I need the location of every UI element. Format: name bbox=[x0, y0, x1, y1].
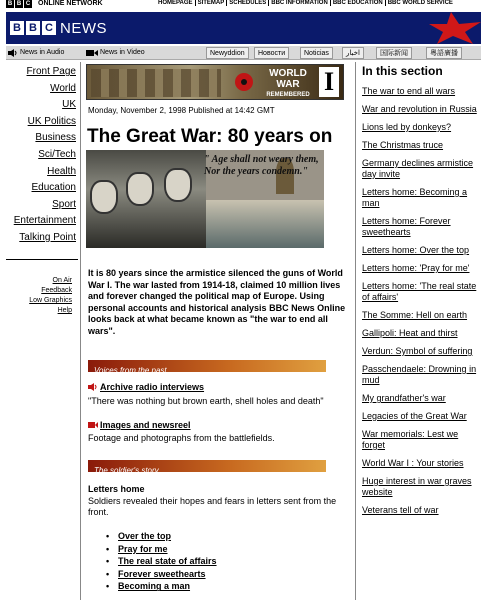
banner-line-remembered: REMEMBERED bbox=[266, 92, 310, 98]
video-camera-icon bbox=[86, 49, 98, 57]
section-link[interactable]: Letters home: 'Pray for me' bbox=[362, 263, 470, 273]
banner-numeral: I bbox=[319, 67, 339, 97]
star-icon bbox=[401, 12, 481, 44]
bbc-logo[interactable] bbox=[10, 21, 56, 35]
bbc-letter: B bbox=[26, 21, 40, 35]
section-title-soldiers-story: The soldier's story bbox=[94, 466, 159, 475]
banner-line-war: WAR bbox=[276, 79, 300, 90]
network-links bbox=[156, 0, 455, 6]
nav-divider bbox=[6, 259, 78, 260]
nav-health[interactable]: Health bbox=[47, 165, 76, 177]
section-link[interactable]: War and revolution in Russia bbox=[362, 104, 477, 114]
camera-icon bbox=[88, 421, 98, 429]
nav-uk-politics[interactable]: UK Politics bbox=[27, 115, 76, 127]
section-link[interactable]: Letters home: Over the top bbox=[362, 245, 470, 255]
section-link[interactable]: Verdun: Symbol of suffering bbox=[362, 346, 473, 356]
column-divider-left bbox=[80, 62, 81, 600]
nav-talking-point[interactable]: Talking Point bbox=[19, 231, 76, 243]
nav-business[interactable]: Business bbox=[35, 132, 76, 144]
nav-world[interactable]: World bbox=[50, 82, 76, 94]
bbc-letter: B bbox=[7, 1, 13, 7]
article-intro: It is 80 years since the armistice silenced the guns of World War I. The war lasted from 1914-18, claimed 10 million lives and forever changed the political map of Europe. Using personal accounts and historical analysis BBC News Online looks back at what became known as "the war to end all wars". bbox=[88, 268, 346, 336]
article-photo bbox=[86, 150, 324, 248]
images-newsreel-link[interactable] bbox=[88, 420, 191, 430]
nav-sport[interactable]: Sport bbox=[52, 198, 76, 210]
in-this-section-heading: In this section bbox=[362, 64, 443, 78]
section-link[interactable]: My grandfather's war bbox=[362, 393, 446, 403]
speaker-icon bbox=[8, 49, 18, 57]
nav-uk[interactable]: UK bbox=[62, 99, 76, 111]
left-navigation bbox=[6, 64, 78, 247]
network-link-bbc-world-service[interactable]: BBC WORLD SERVICE bbox=[387, 0, 453, 6]
section-link[interactable]: Veterans tell of war bbox=[362, 505, 439, 515]
language-link-cantonese[interactable]: 粵語廣播 bbox=[426, 47, 462, 59]
photo-quote: " Age shall not weary them, Nor the years condemn." bbox=[204, 154, 319, 177]
news-in-video-link[interactable] bbox=[86, 46, 145, 60]
section-link[interactable]: Germany declines armistice day invite bbox=[362, 158, 474, 179]
section-title-voices: Voices from the past bbox=[94, 366, 167, 375]
article-title: The Great War: 80 years on bbox=[87, 126, 333, 147]
soldier-face bbox=[90, 180, 118, 214]
language-link-chinese[interactable]: 国际新闻 bbox=[376, 47, 412, 59]
network-link-schedules[interactable]: SCHEDULES bbox=[227, 0, 269, 6]
letter-link-forever-sweethearts[interactable]: • Forever sweethearts bbox=[106, 568, 346, 581]
nav-education[interactable]: Education bbox=[31, 182, 76, 194]
soldiers-image bbox=[91, 69, 221, 97]
section-link[interactable]: Gallipoli: Heat and thirst bbox=[362, 328, 458, 338]
nav-on-air[interactable]: On Air bbox=[52, 277, 72, 284]
nav-help[interactable]: Help bbox=[57, 307, 72, 314]
images-newsreel-label: Images and newsreel bbox=[100, 420, 191, 430]
bbc-letter: B bbox=[16, 1, 22, 7]
news-title: NEWS bbox=[60, 20, 107, 37]
speaker-icon bbox=[88, 383, 98, 391]
nav-entertainment[interactable]: Entertainment bbox=[13, 215, 76, 227]
nav-front-page[interactable]: Front Page bbox=[26, 66, 76, 77]
bbc-letter: C bbox=[25, 1, 31, 7]
language-link-arabic[interactable]: اخبار bbox=[342, 47, 364, 59]
network-bar bbox=[0, 0, 481, 10]
images-description: Footage and photographs from the battlefields. bbox=[88, 433, 275, 443]
letter-link-over-the-top[interactable]: • Over the top bbox=[106, 530, 346, 543]
nav-sci-tech[interactable]: Sci/Tech bbox=[38, 148, 76, 160]
banner-text bbox=[255, 68, 321, 100]
section-link[interactable]: Passchendaele: Drowning in mud bbox=[362, 364, 477, 385]
archive-radio-link[interactable] bbox=[88, 382, 204, 392]
section-link[interactable]: Letters home: Forever sweethearts bbox=[362, 216, 451, 237]
section-link[interactable]: Letters home: 'The real state of affairs' bbox=[362, 281, 477, 302]
column-divider-right bbox=[355, 62, 356, 600]
section-bar-soldiers-story bbox=[88, 460, 326, 475]
news-in-audio-link[interactable] bbox=[8, 46, 64, 60]
media-language-bar bbox=[6, 46, 481, 60]
news-header bbox=[6, 12, 481, 44]
letters-home-description: Soldiers revealed their hopes and fears in letters sent from the front. bbox=[88, 496, 337, 517]
soldier-face bbox=[126, 172, 154, 206]
section-link[interactable]: The Somme: Hell on earth bbox=[362, 310, 468, 320]
radio-quote: "There was nothing but brown earth, shell holes and death" bbox=[88, 396, 324, 406]
bbc-letter: C bbox=[42, 21, 56, 35]
letter-link-pray-for-me[interactable]: • Pray for me bbox=[106, 543, 346, 556]
soldier-face bbox=[164, 168, 192, 202]
section-links bbox=[362, 86, 478, 523]
section-link[interactable]: The war to end all wars bbox=[362, 86, 456, 96]
secondary-navigation bbox=[6, 276, 72, 316]
banner-line-world: WORLD bbox=[269, 68, 307, 79]
letter-link-becoming-a-man[interactable]: • Becoming a man bbox=[106, 580, 346, 593]
language-link-russian[interactable]: Новости bbox=[254, 47, 289, 59]
online-network-label: ONLINE NETWORK bbox=[38, 0, 103, 7]
network-link-homepage[interactable]: HOMEPAGE bbox=[156, 0, 196, 6]
article-dateline: Monday, November 2, 1998 Published at 14:42 GMT bbox=[88, 106, 275, 115]
section-link[interactable]: Lions led by donkeys? bbox=[362, 122, 452, 132]
news-in-video-label: News in Video bbox=[100, 49, 145, 56]
letters-home-title: Letters home bbox=[88, 484, 145, 494]
section-link[interactable]: Huge interest in war graves website bbox=[362, 476, 472, 497]
bbc-network-logo[interactable] bbox=[6, 0, 32, 8]
section-link[interactable]: The Christmas truce bbox=[362, 140, 444, 150]
language-link-welsh[interactable]: Newyddion bbox=[206, 47, 249, 59]
news-in-audio-label: News in Audio bbox=[20, 49, 65, 56]
section-link[interactable]: Letters home: Becoming a man bbox=[362, 187, 468, 208]
world-war-remembered-banner[interactable] bbox=[86, 64, 344, 100]
battlefield-scene bbox=[206, 200, 324, 248]
poppy-icon bbox=[235, 73, 253, 91]
network-link-bbc-education[interactable]: BBC EDUCATION bbox=[331, 0, 386, 6]
letters-list bbox=[106, 530, 346, 593]
network-link-bbc-information[interactable]: BBC INFORMATION bbox=[269, 0, 331, 6]
section-bar-voices bbox=[88, 360, 326, 375]
archive-radio-label: Archive radio interviews bbox=[100, 382, 205, 392]
section-link[interactable]: War memorials: Lest we forget bbox=[362, 429, 459, 450]
nav-feedback[interactable]: Feedback bbox=[41, 287, 72, 294]
section-link[interactable]: World War I : Your stories bbox=[362, 458, 464, 468]
network-link-sitemap[interactable]: SITEMAP bbox=[196, 0, 228, 6]
nav-low-graphics[interactable]: Low Graphics bbox=[29, 297, 72, 304]
gas-mask-soldiers-image bbox=[86, 150, 206, 248]
section-link[interactable]: Legacies of the Great War bbox=[362, 411, 467, 421]
bbc-letter: B bbox=[10, 21, 24, 35]
letter-link-real-state-of-affairs[interactable]: • The real state of affairs bbox=[106, 555, 346, 568]
language-link-spanish[interactable]: Noticias bbox=[300, 47, 333, 59]
